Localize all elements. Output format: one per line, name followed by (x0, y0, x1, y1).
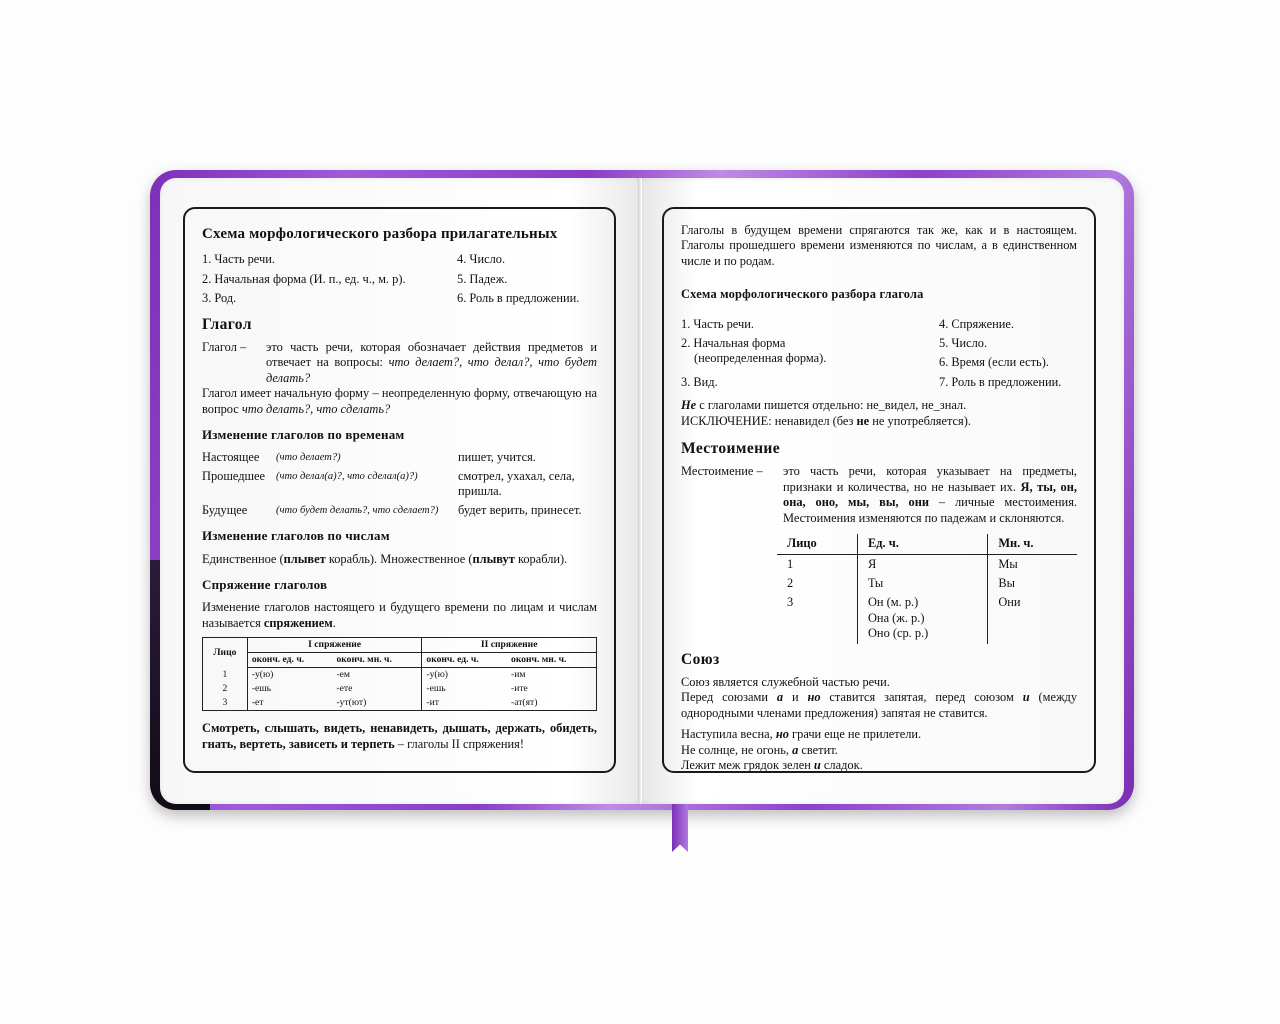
tense-example: пишет, учится. (458, 450, 536, 465)
list-item: 1. Часть речи. (681, 316, 754, 331)
tense-name: Прошедшее (202, 468, 266, 483)
definition-questions: что делает?, что делал?, что будет делать? (266, 355, 597, 385)
tense-list (202, 450, 597, 518)
table-row: 3 -ет -ут(ют) -ит -ат(ят) (203, 696, 597, 711)
left-page-frame (183, 207, 616, 773)
list-item: 3. Род. (202, 291, 237, 306)
pronoun-definition: Местоимение – это часть речи, которая указывает на предметы, признаки и количества, но не называет их. Я, ты, он, она, оно, мы, вы, они – личные местоимения. Местоимения изменяются по падежам и склоняются. (681, 464, 1077, 525)
term: Местоимение – (681, 464, 763, 479)
table-subheader: оконч. ед. ч. (247, 653, 332, 668)
note-text: Глагол имеет начальную форму – неопределенную форму, отвечающую на вопрос (202, 386, 597, 416)
table-header: Мн. ч. (988, 534, 1077, 554)
list-item: 2. Начальная форма (И. п., ед. ч., м. р). (202, 271, 406, 286)
table-subheader: оконч. ед. ч. (422, 653, 507, 668)
conjugation-text: Изменение глаголов настоящего и будущего времени по лицам и числам называется спряжением. (202, 600, 597, 630)
conjugation-exception: Смотреть, слышать, видеть, ненавидеть, дышать, держать, обидеть, гнать, вертеть, зависеть и терпеть – глаголы II спряжения! (202, 721, 597, 751)
table-header: Лицо (203, 638, 248, 668)
list-item: 2. Начальная форма (неопределенная форма). (681, 336, 827, 366)
table-subheader: оконч. мн. ч. (332, 653, 421, 668)
number-text: Единственное (плывет корабль). Множественное (плывут корабли). (202, 551, 568, 566)
table-subheader: оконч. мн. ч. (507, 653, 596, 668)
table-row: 1 Я Мы (777, 554, 1077, 574)
union-example: Наступила весна, но грачи еще не прилетели. (681, 727, 922, 742)
tense-example: будет верить, принесет. (458, 502, 582, 517)
tense-question: (что делает?) (276, 452, 341, 464)
verb-scheme-list (681, 317, 1077, 391)
adj-scheme-title: Схема морфологического разбора прилагательных (202, 226, 558, 242)
definition-text: это часть речи, которая обозначает действия предметов и отвечает на вопросы: (266, 340, 597, 370)
union-example: Не солнце, не огонь, а светит. (681, 742, 838, 757)
table-header: Лицо (777, 534, 857, 554)
conjugation-title: Спряжение глаголов (202, 576, 328, 592)
tense-title: Изменение глаголов по временам (202, 427, 405, 443)
table-row: 2 Ты Вы (777, 574, 1077, 593)
union-text: Союз является служебной частью речи. (681, 674, 890, 689)
list-item: 3. Вид. (681, 374, 718, 389)
verb-definition (202, 340, 597, 386)
list-item: 5. Падеж. (457, 271, 508, 286)
list-item: 4. Спряжение. (939, 316, 1014, 331)
ne-exception: ИСКЛЮЧЕНИЕ: ненавидел (без не не употребляется). (681, 413, 971, 428)
verb-title: Глагол (202, 315, 252, 333)
adj-scheme-list (202, 252, 597, 306)
union-example: Лежит меж грядок зелен и сладок. (681, 757, 863, 772)
table-header: Ед. ч. (857, 534, 987, 554)
ne-rule: Не с глаголами пишется отдельно: не_видел, не_знал. (681, 398, 967, 413)
tense-question: (что делал(а)?, что сделал(а)?) (276, 470, 418, 482)
list-item: 5. Число. 6. Время (если есть). (939, 336, 1049, 370)
list-item: 7. Роль в предложении. (939, 374, 1062, 389)
verb-infinitive-note (202, 386, 597, 417)
pronoun-table (777, 534, 1077, 643)
union-title: Союз (681, 650, 720, 668)
list-item: 4. Число. (457, 252, 506, 267)
table-row: 1 -у(ю) -ем -у(ю) -им (203, 668, 597, 683)
conjugation-table (202, 637, 597, 711)
tense-example: смотрел, ухахал, села, пришла. (458, 468, 575, 499)
page-gutter (638, 178, 642, 804)
list-item: 1. Часть речи. (202, 252, 275, 267)
tense-name: Настоящее (202, 450, 260, 465)
list-item: 6. Роль в предложении. (457, 291, 580, 306)
tense-question: (что будет делать?, что сделает?) (276, 504, 439, 516)
pronoun-title: Местоимение (681, 440, 781, 458)
table-header: II спряжение (422, 638, 597, 653)
table-row: 3 Он (м. р.) Она (ж. р.) Оно (ср. р.) Они (777, 593, 1077, 643)
right-page-frame (662, 207, 1096, 773)
note-questions: что делать?, что сделать? (241, 401, 391, 416)
tense-name: Будущее (202, 502, 248, 517)
table-row: 2 -ешь -ете -ешь -ите (203, 682, 597, 696)
term: Глагол – (202, 340, 247, 355)
number-title: Изменение глаголов по числам (202, 528, 390, 544)
union-rule: Перед союзами а и но ставится запятая, перед союзом и (между однородными членами предложения) запятая не ставится. (681, 690, 1078, 720)
verb-scheme-title: Схема морфологического разбора глагола (681, 287, 924, 302)
future-tense-note: Глаголы в будущем времени спрягаются так же, как и в настоящем. Глаголы прошедшего времени изменяются по числам, а в единственном числе и по родам. (681, 223, 1077, 268)
table-header: I спряжение (247, 638, 422, 653)
